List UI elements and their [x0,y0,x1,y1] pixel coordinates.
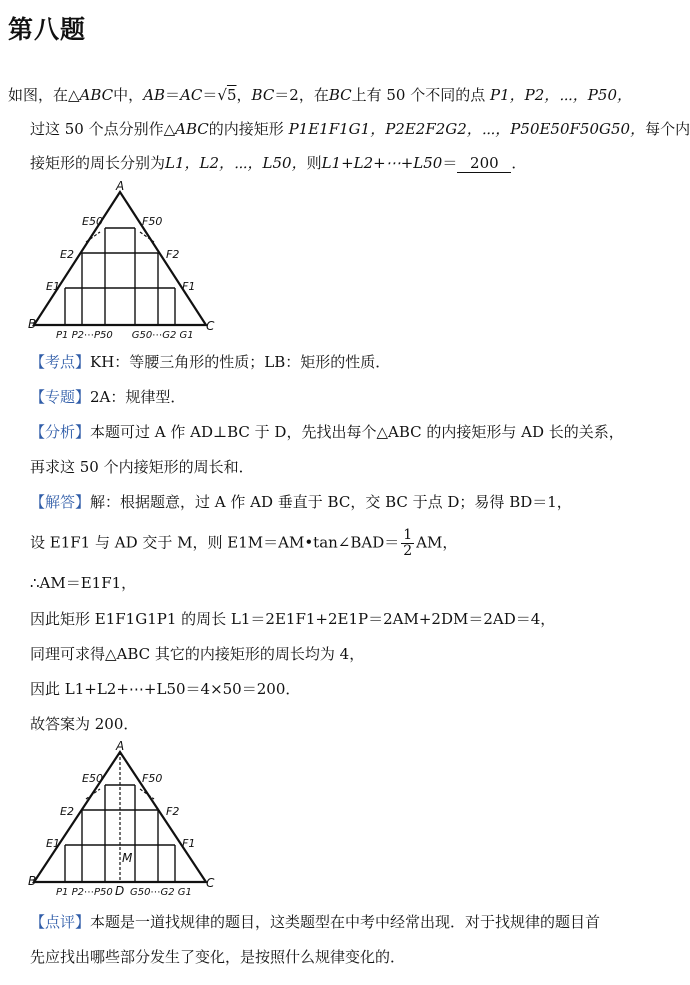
jieda-text: 因此矩形 E1F1G1P1 的周长 L1＝2E1F1+2E1P＝2AM+2DM＝2AD＝4， [30,610,556,628]
label-f1: F1 [182,280,196,293]
sqrt-value: 5 [226,86,237,104]
dianping-line-2 [30,947,405,967]
jieda-line-2 [30,528,457,559]
figure-2 [20,740,220,900]
jieda-line-4 [30,609,555,629]
problem-text: 每个内 [645,120,690,138]
jieda-line-5 [30,644,364,664]
jieda-text: 设 E1F1 与 AD 交于 M，则 E1M＝AM•tan∠BAD＝ [30,533,400,552]
label-m: M [122,851,133,865]
label-e2: E2 [60,805,74,818]
problem-text: 中， [113,86,144,104]
perimeters-list: L1，L2，⋯，L50， [165,154,307,172]
points-list: P1，P2，⋯，P50， [490,86,632,104]
label-d: D [115,884,125,898]
fenxi-tag: 【分析】 [30,423,91,441]
kaodian-tag: 【考点】 [30,353,91,371]
sqrt-sign: √ [217,86,227,104]
problem-text: 过这 50 个点分别作△ [30,120,176,138]
equals: ＝ [202,86,218,104]
problem-line-2 [30,119,690,139]
jieda-line-6 [30,679,300,699]
rectangles-list: P1E1F1G1，P2E2F2G2，⋯，P50E50F50G50， [288,120,646,138]
zhuanti-text: 2A：规律型． [90,388,186,406]
kaodian-line [30,352,390,372]
sum-expression: L1+L2+⋯+L50 [321,154,443,172]
label-f50: F50 [142,215,163,228]
dianping-text: 本题是一道找规律的题目，这类题型在中考中经常出现．对于找规律的题目首 [90,913,601,931]
jieda-line-7 [30,714,138,734]
answer-blank: 200 [457,154,511,173]
label-e50: E50 [82,772,103,785]
zhuanti-line [30,387,185,407]
fenxi-line-1 [30,422,624,442]
jieda-line-3 [30,573,136,593]
dianping-tag: 【点评】 [30,913,91,931]
problem-text: ． [511,154,527,172]
label-c: C [206,319,215,333]
jieda-text: 故答案为 200． [30,715,139,733]
zhuanti-tag: 【专题】 [30,388,91,406]
label-f2: F2 [166,248,180,261]
problem-text: 接矩形的周长分别为 [30,154,166,172]
jieda-text: AM， [416,533,458,552]
label-e50: E50 [82,215,103,228]
jieda-line-1 [30,492,572,512]
kaodian-text: KH：等腰三角形的性质；LB：矩形的性质． [90,353,391,371]
dianping-line-1 [30,912,600,932]
label-e1: E1 [46,837,60,850]
bottom-left-labels: P1 P2⋯P50 [56,887,113,898]
fenxi-line-2 [30,457,254,477]
label-a: A [116,739,125,753]
bottom-right-labels: G50⋯G2 G1 [130,887,192,898]
segment-bc: BC [251,86,275,104]
label-e1: E1 [46,280,60,293]
jieda-tag: 【解答】 [30,493,91,511]
jieda-text: ∴AM＝E1F1， [30,574,137,592]
label-f50: F50 [142,772,163,785]
equals: ＝ [165,86,181,104]
problem-text: 则 [306,154,322,172]
fraction-half [401,528,414,559]
problem-text: ， [236,86,252,104]
problem-text: 如图，在△ [8,86,80,104]
page-title: 第八题 [8,15,87,44]
dianping-text: 先应找出哪些部分发生了变化，是按照什么规律变化的． [30,948,406,966]
jieda-text: 解：根据题意，过 A 作 AD 垂直于 BC，交 BC 于点 D；易得 BD＝1， [90,493,572,511]
fraction-denominator: 2 [403,543,413,559]
problem-line-3 [30,153,526,173]
label-a: A [116,179,125,193]
segment-bc: BC [328,86,352,104]
triangle-name: ABC [175,120,209,138]
label-c: C [206,876,215,890]
jieda-text: 同理可求得△ABC 其它的内接矩形的周长均为 4， [30,645,365,663]
fenxi-text: 再求这 50 个内接矩形的周长和． [30,458,254,476]
fraction-numerator: 1 [403,527,413,543]
label-b: B [28,317,37,331]
jieda-text: 因此 L1+L2+⋯+L50＝4×50＝200． [30,680,301,698]
triangle-name: ABC [79,86,114,104]
figure-1 [20,180,220,340]
segment-ab: AB [143,86,166,104]
bottom-labels: P1 P2⋯P50 G50⋯G2 G1 [56,330,194,341]
problem-line-1 [8,85,632,105]
label-b: B [28,874,37,888]
fenxi-text: 本题可过 A 作 AD⊥BC 于 D，先找出每个△ABC 的内接矩形与 AD 长的关系， [90,423,624,441]
label-f2: F2 [166,805,180,818]
segment-ac: AC [180,86,203,104]
problem-text: 上有 50 个不同的点 [351,86,486,104]
label-e2: E2 [60,248,74,261]
equals: ＝ [442,154,458,172]
problem-text: 的内接矩形 [208,120,284,138]
problem-text: ＝2，在 [274,86,329,104]
label-f1: F1 [182,837,196,850]
